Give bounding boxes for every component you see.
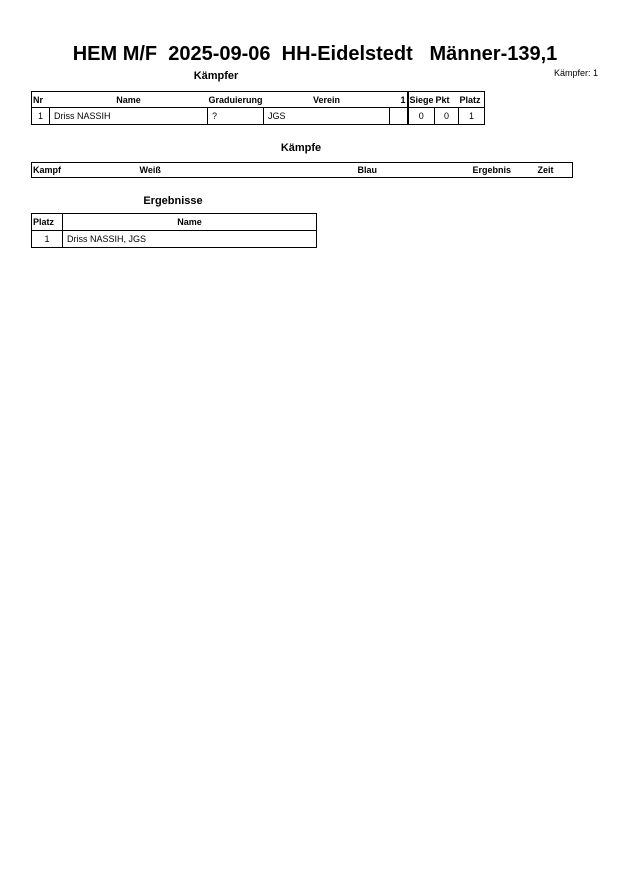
fighter-platz: 1 <box>469 111 475 121</box>
fights-section-label: Kämpfe <box>280 142 322 154</box>
col-platz: Platz <box>32 214 63 231</box>
table-row <box>32 108 485 125</box>
table-row <box>32 231 317 248</box>
fighter-siege: 0 <box>408 108 435 125</box>
fighter-pkt: 0 <box>435 108 459 125</box>
col-nr: Nr <box>32 92 50 108</box>
col-siege: Siege <box>408 92 435 108</box>
results-header-row <box>32 214 317 231</box>
fighter-round-1 <box>390 108 408 125</box>
col-name: Name <box>63 214 317 231</box>
col-pkt: Pkt <box>435 92 459 108</box>
col-platz: Platz <box>459 92 485 108</box>
col-ergebnis: Ergebnis <box>472 165 512 175</box>
fighters-table <box>31 91 485 125</box>
fights-header-row <box>32 163 573 178</box>
fighter-graduierung: ? <box>208 108 264 125</box>
col-name: Name <box>50 92 208 108</box>
col-weiss: Weiß <box>139 165 161 175</box>
col-kampf: Kampf <box>33 165 62 175</box>
page-title: HEM M/F 2025-09-06 HH-Eidelstedt Männer-139,1 <box>72 43 558 65</box>
col-graduierung: Graduierung <box>208 92 264 108</box>
result-platz: 1 <box>32 231 63 248</box>
fighters-section-label: Kämpfer <box>193 70 239 82</box>
fighter-verein: JGS <box>264 108 390 125</box>
fighters-header-row <box>32 92 485 108</box>
fighter-nr: 1 <box>32 108 50 125</box>
col-verein: Verein <box>264 92 390 108</box>
col-blau: Blau <box>357 165 378 175</box>
col-round-1: 1 <box>390 92 408 108</box>
fighter-count: Kämpfer: 1 <box>553 68 598 78</box>
results-table <box>31 213 317 248</box>
results-section-label: Ergebnisse <box>143 195 203 207</box>
fights-table <box>31 162 573 178</box>
fighter-name: Driss NASSIH <box>50 108 208 125</box>
col-zeit: Zeit <box>537 165 554 175</box>
result-name: Driss NASSIH, JGS <box>67 234 147 244</box>
